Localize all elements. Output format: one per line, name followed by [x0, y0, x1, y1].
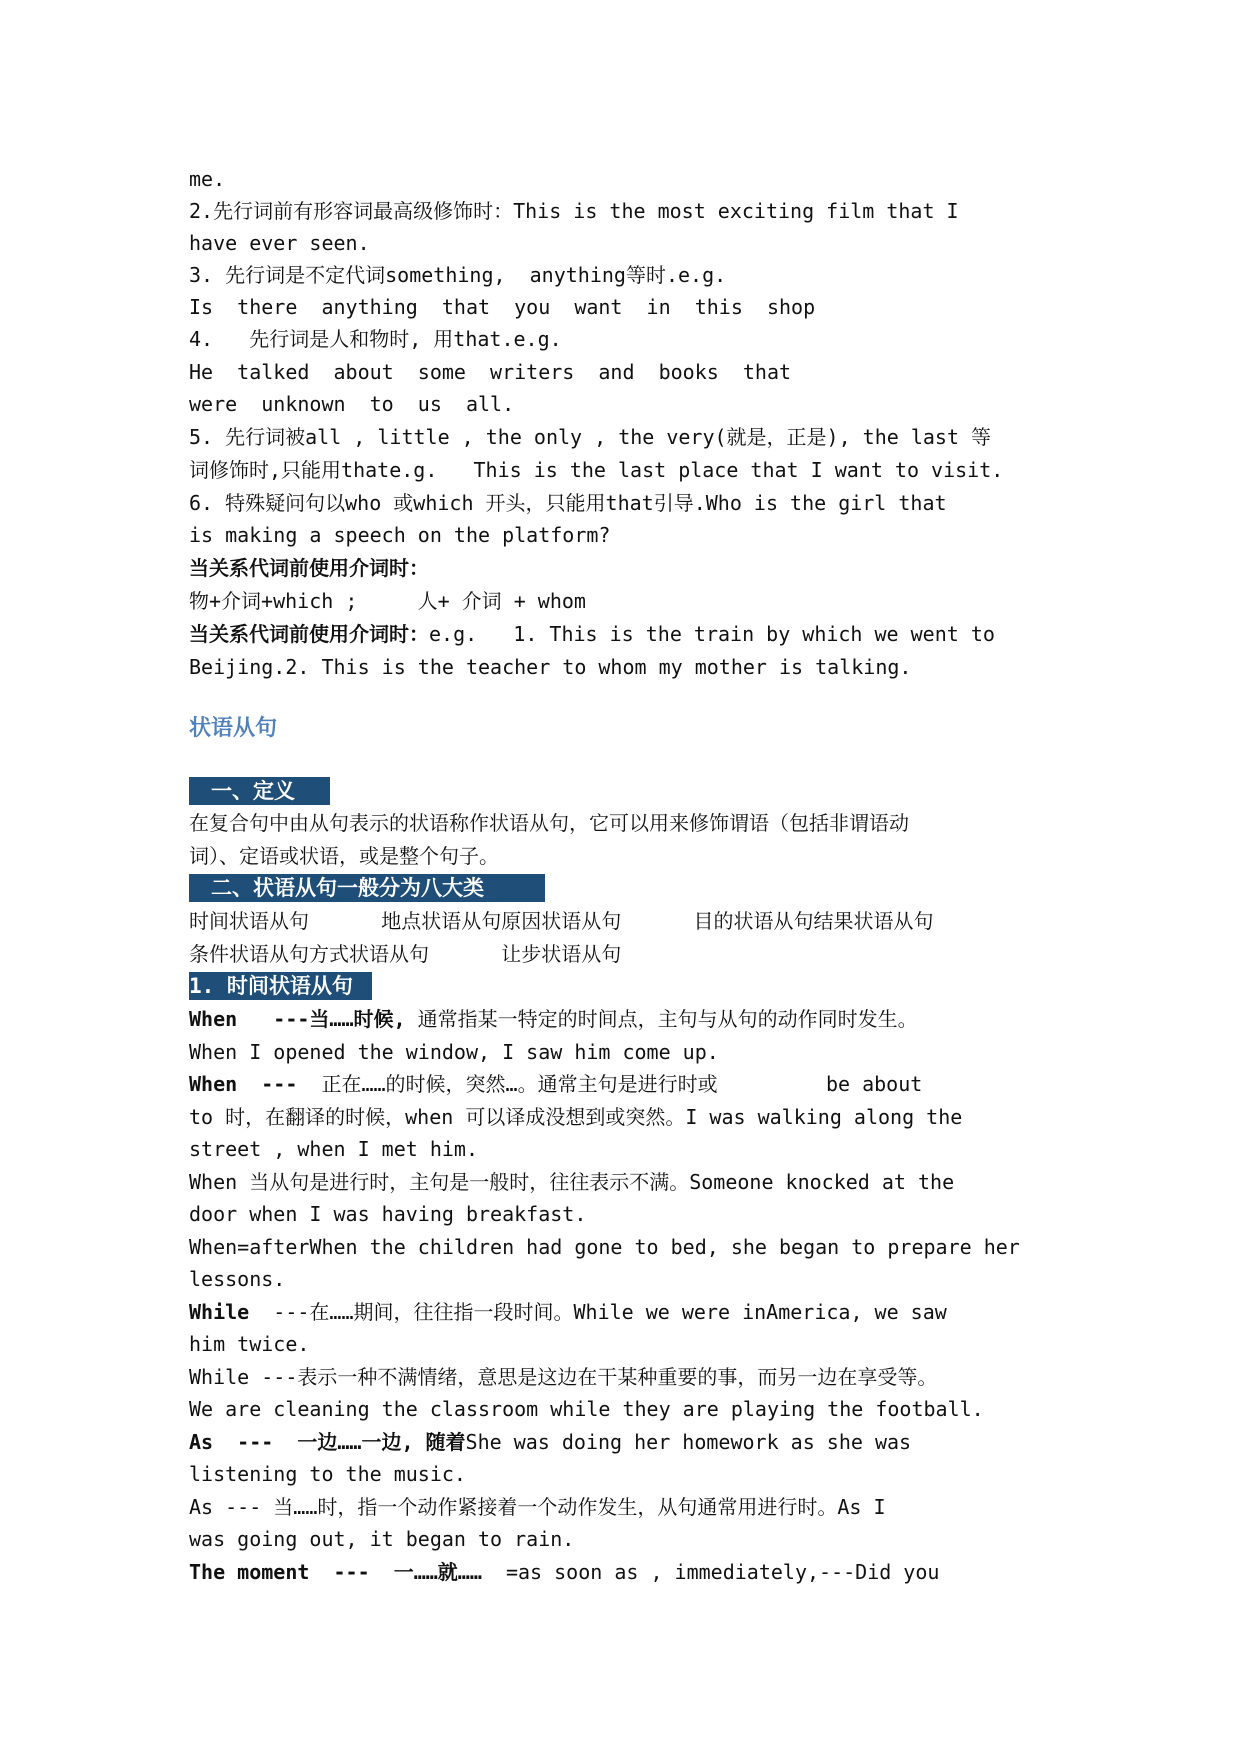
time-clause-heading: 1. 时间状语从句 [189, 972, 372, 1000]
definition-heading: 一、定义 [189, 777, 330, 805]
entry-text: =as soon as , immediately,---Did you [481, 1560, 940, 1584]
entry-line [189, 1003, 1089, 1035]
text-line: street , when I met him. [189, 1137, 478, 1161]
text-line: 2.先行词前有形容词最高级修饰时：This is the most exciting film that I [189, 199, 959, 223]
text-line: is making a speech on the platform? [189, 523, 611, 547]
entry-line [189, 1556, 1089, 1588]
text-line: was going out, it began to rain. [189, 1527, 575, 1551]
prep-heading: 当关系代词前使用介词时： [189, 622, 429, 646]
text-line: listening to the music. [189, 1462, 466, 1486]
entry-line [189, 1426, 1089, 1458]
text-line: We are cleaning the classroom while they are playing the football. [189, 1397, 984, 1421]
text-line: 在复合句中由从句表示的状语称作状语从句，它可以用来修饰谓语（包括非谓语动 [189, 811, 909, 835]
prep-example-line [189, 618, 1089, 650]
entry-text: 通常指某一特定的时间点，主句与从句的动作同时发生。 [405, 1007, 918, 1031]
section-title: 状语从句 [189, 716, 278, 741]
text-line: Beijing.2. This is the teacher to whom my mother is talking. [189, 655, 912, 679]
entry-line [189, 1296, 1089, 1328]
text-line: to 时，在翻译的时候，when 可以译成没想到或突然。I was walking along the [189, 1105, 963, 1129]
text-line: When I opened the window, I saw him come up. [189, 1040, 719, 1064]
text-line: were unknown to us all. [189, 392, 515, 416]
text-line: me. [189, 167, 226, 191]
entry-text: She was doing her homework as she was [465, 1430, 912, 1454]
text-line: 4. 先行词是人和物时, 用that.e.g. [189, 327, 562, 351]
entry-text: 正在……的时候，突然…。通常主句是进行时或 be about [297, 1072, 923, 1096]
text-line: As --- 当……时，指一个动作紧接着一个动作发生，从句通常用进行时。As I [189, 1495, 886, 1519]
text-line: 词）、定语或状语，或是整个句子。 [189, 844, 499, 868]
text-line: 时间状语从句 地点状语从句原因状语从句 目的状语从句结果状语从句 [189, 909, 934, 933]
text-line: He talked about some writers and books that [189, 360, 792, 384]
keyword: When ---当……时候, [189, 1007, 406, 1031]
keyword: As --- 一边……一边, 随着 [189, 1430, 466, 1454]
text-line: While ---表示一种不满情绪，意思是这边在干某种重要的事，而另一边在享受等。 [189, 1365, 938, 1389]
categories-heading: 二、状语从句一般分为八大类 [189, 874, 545, 902]
text-line: 条件状语从句方式状语从句 让步状语从句 [189, 942, 622, 966]
text-line: When=afterWhen the children had gone to bed, she began to prepare her [189, 1235, 1020, 1259]
text-line: 3. 先行词是不定代词something, anything等时.e.g. [189, 263, 727, 287]
text-line: 5. 先行词被all , little , the only , the very(就是，正是), the last 等 [189, 425, 992, 449]
keyword: While [189, 1300, 250, 1324]
prep-rule: 物+介词+which ; 人+ 介词 + whom [189, 589, 586, 613]
keyword: The moment --- 一……就…… [189, 1560, 482, 1584]
keyword: When --- [189, 1072, 298, 1096]
text-line: 词修饰时,只能用thate.g. This is the last place that I want to visit. [189, 458, 1004, 482]
prep-heading: 当关系代词前使用介词时： [189, 556, 429, 580]
text-line: 6. 特殊疑问句以who 或which 开头，只能用that引导.Who is the girl that [189, 491, 947, 515]
text-line: When 当从句是进行时，主句是一般时，往往表示不满。Someone knocked at the [189, 1170, 955, 1194]
prep-example-text: e.g. 1. This is the train by which we went to [429, 622, 995, 646]
entry-text: ---在……期间，往往指一段时间。While we were inAmerica, we saw [249, 1300, 947, 1324]
text-line: door when I was having breakfast. [189, 1202, 587, 1226]
text-line: lessons. [189, 1267, 286, 1291]
entry-line [189, 1068, 1089, 1100]
text-line: Is there anything that you want in this shop [189, 295, 816, 319]
text-line: him twice. [189, 1332, 310, 1356]
text-line: have ever seen. [189, 231, 370, 255]
